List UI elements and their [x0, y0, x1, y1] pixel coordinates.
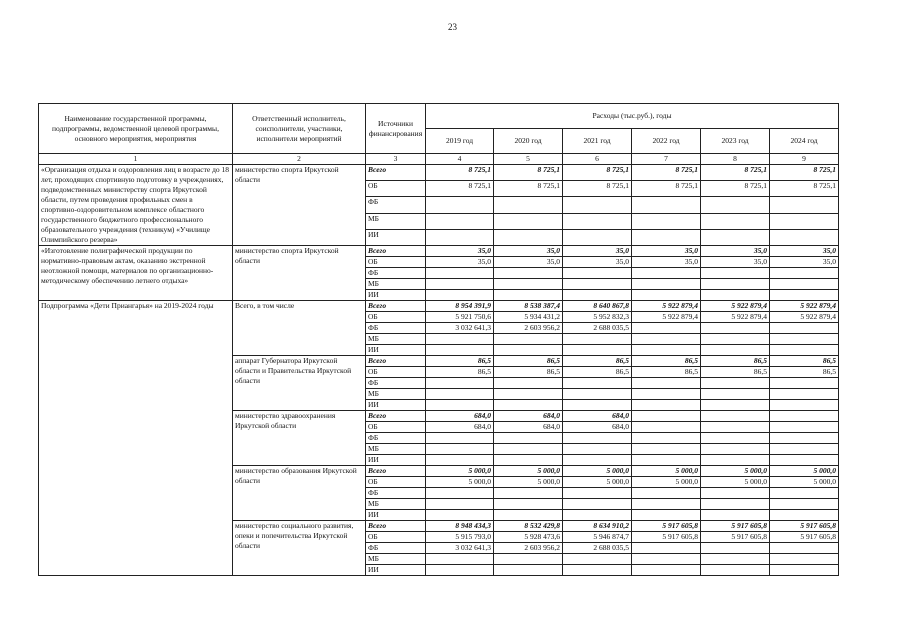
amount-cell: 5 000,0	[494, 466, 563, 477]
amount-cell	[632, 433, 701, 444]
funding-source: ИИ	[366, 229, 426, 245]
amount-cell	[632, 422, 701, 433]
funding-source: МБ	[366, 389, 426, 400]
amount-cell: 2 688 035,5	[563, 323, 632, 334]
amount-cell	[701, 400, 770, 411]
amount-cell	[426, 510, 494, 521]
header-name: Наименование государственной программы, подпрограммы, ведомственной целевой программы, основного мероприятия, мероприятия	[39, 104, 233, 154]
amount-cell: 5 917 605,8	[632, 521, 701, 532]
amount-cell	[770, 422, 839, 433]
funding-source: Всего	[366, 301, 426, 312]
amount-cell	[632, 499, 701, 510]
amount-cell: 5 917 605,8	[770, 532, 839, 543]
column-number: 8	[701, 154, 770, 165]
amount-cell	[426, 433, 494, 444]
amount-cell	[770, 197, 839, 213]
funding-source: МБ	[366, 499, 426, 510]
page-number: 23	[448, 22, 457, 32]
amount-cell	[632, 510, 701, 521]
funding-source: МБ	[366, 554, 426, 565]
amount-cell	[494, 229, 563, 245]
amount-cell: 5 922 879,4	[701, 312, 770, 323]
amount-cell	[701, 290, 770, 301]
amount-cell	[494, 213, 563, 229]
amount-cell	[632, 400, 701, 411]
executor-name: министерство здравоохранения Иркутской области	[233, 411, 366, 466]
funding-source: ИИ	[366, 510, 426, 521]
amount-cell: 5 922 879,4	[701, 301, 770, 312]
amount-cell	[632, 488, 701, 499]
executor-name: аппарат Губернатора Иркутской области и Правительства Иркутской области	[233, 356, 366, 411]
executor-name: министерство образования Иркутской области	[233, 466, 366, 521]
amount-cell	[770, 229, 839, 245]
funding-source: МБ	[366, 279, 426, 290]
amount-cell: 8 725,1	[632, 181, 701, 197]
amount-cell	[770, 455, 839, 466]
amount-cell	[426, 213, 494, 229]
amount-cell	[563, 345, 632, 356]
amount-cell: 35,0	[770, 257, 839, 268]
amount-cell	[770, 499, 839, 510]
amount-cell	[701, 444, 770, 455]
column-number: 9	[770, 154, 839, 165]
amount-cell: 35,0	[770, 246, 839, 257]
amount-cell: 5 934 431,2	[494, 312, 563, 323]
funding-source: ОБ	[366, 477, 426, 488]
column-number: 1	[39, 154, 233, 165]
amount-cell: 8 725,1	[632, 165, 701, 181]
funding-source: ИИ	[366, 345, 426, 356]
amount-cell	[632, 565, 701, 576]
amount-cell	[770, 565, 839, 576]
amount-cell	[494, 499, 563, 510]
header-year: 2024 год	[770, 129, 839, 154]
amount-cell	[494, 290, 563, 301]
column-number: 2	[233, 154, 366, 165]
header-year: 2023 год	[701, 129, 770, 154]
amount-cell	[494, 565, 563, 576]
amount-cell: 86,5	[426, 356, 494, 367]
funding-source: ОБ	[366, 422, 426, 433]
funding-source: Всего	[366, 246, 426, 257]
amount-cell: 86,5	[563, 367, 632, 378]
amount-cell: 5 922 879,4	[770, 301, 839, 312]
table-row	[39, 301, 839, 312]
amount-cell: 5 000,0	[701, 477, 770, 488]
amount-cell	[563, 444, 632, 455]
amount-cell	[563, 389, 632, 400]
amount-cell: 5 952 832,3	[563, 312, 632, 323]
amount-cell: 5 917 605,8	[701, 532, 770, 543]
amount-cell	[632, 543, 701, 554]
amount-cell	[426, 334, 494, 345]
amount-cell	[426, 554, 494, 565]
amount-cell: 8 725,1	[563, 165, 632, 181]
funding-source: ОБ	[366, 312, 426, 323]
executor-name: министерство спорта Иркутской области	[233, 246, 366, 301]
column-number: 5	[494, 154, 563, 165]
amount-cell: 5 000,0	[563, 466, 632, 477]
amount-cell: 8 725,1	[770, 181, 839, 197]
amount-cell	[770, 488, 839, 499]
amount-cell	[563, 378, 632, 389]
amount-cell	[701, 499, 770, 510]
amount-cell: 684,0	[426, 422, 494, 433]
amount-cell	[701, 510, 770, 521]
column-number: 6	[563, 154, 632, 165]
funding-source: ОБ	[366, 257, 426, 268]
amount-cell	[632, 334, 701, 345]
amount-cell	[632, 323, 701, 334]
amount-cell	[701, 543, 770, 554]
amount-cell: 3 032 641,3	[426, 323, 494, 334]
amount-cell	[701, 554, 770, 565]
amount-cell: 86,5	[701, 367, 770, 378]
amount-cell	[701, 488, 770, 499]
funding-source: МБ	[366, 334, 426, 345]
amount-cell: 684,0	[563, 411, 632, 422]
amount-cell: 2 688 035,5	[563, 543, 632, 554]
program-name: «Изготовление полиграфической продукции по нормативно-правовым актам, оказанию экстренной неотложной помощи, материалов по организационно-методическому обеспечению летнего отдыха»	[39, 246, 233, 301]
amount-cell: 35,0	[426, 246, 494, 257]
amount-cell	[770, 444, 839, 455]
amount-cell: 684,0	[494, 411, 563, 422]
amount-cell: 8 640 867,8	[563, 301, 632, 312]
amount-cell	[494, 554, 563, 565]
amount-cell: 8 634 910,2	[563, 521, 632, 532]
amount-cell	[770, 389, 839, 400]
amount-cell	[770, 378, 839, 389]
funding-source: ФБ	[366, 323, 426, 334]
amount-cell	[770, 411, 839, 422]
funding-source: ИИ	[366, 400, 426, 411]
funding-source: ФБ	[366, 433, 426, 444]
amount-cell	[563, 510, 632, 521]
amount-cell	[632, 229, 701, 245]
amount-cell: 8 538 387,4	[494, 301, 563, 312]
funding-source: ИИ	[366, 565, 426, 576]
amount-cell: 35,0	[563, 246, 632, 257]
table-row	[39, 246, 839, 257]
amount-cell: 35,0	[494, 257, 563, 268]
amount-cell: 5 922 879,4	[770, 312, 839, 323]
table-row	[39, 165, 839, 181]
amount-cell	[563, 268, 632, 279]
amount-cell	[770, 345, 839, 356]
amount-cell: 5 000,0	[632, 477, 701, 488]
program-name: «Организация отдыха и оздоровления лиц в возрасте до 18 лет, проходящих спортивную подготовку в учреждениях, подведомственных министерству спорта Иркутской области, путем проведения профильных смен в спортивно-оздоровительном комплексе областного государственного бюджетного профессионального образовательного учреждения (техникум) «Училище Олимпийского резерва»	[39, 165, 233, 246]
amount-cell: 5 922 879,4	[632, 312, 701, 323]
amount-cell: 2 603 956,2	[494, 323, 563, 334]
amount-cell	[632, 279, 701, 290]
amount-cell: 35,0	[563, 257, 632, 268]
amount-cell	[563, 565, 632, 576]
amount-cell	[632, 197, 701, 213]
budget-table	[38, 103, 839, 576]
amount-cell: 5 000,0	[426, 466, 494, 477]
amount-cell	[770, 279, 839, 290]
amount-cell: 8 725,1	[770, 165, 839, 181]
column-number: 7	[632, 154, 701, 165]
amount-cell: 35,0	[426, 257, 494, 268]
amount-cell: 5 000,0	[426, 477, 494, 488]
amount-cell	[426, 455, 494, 466]
amount-cell	[563, 488, 632, 499]
amount-cell	[494, 345, 563, 356]
amount-cell	[701, 422, 770, 433]
funding-source: ИИ	[366, 455, 426, 466]
amount-cell	[563, 290, 632, 301]
funding-source: МБ	[366, 213, 426, 229]
amount-cell	[701, 345, 770, 356]
amount-cell	[426, 268, 494, 279]
amount-cell: 86,5	[770, 367, 839, 378]
amount-cell: 5 000,0	[701, 466, 770, 477]
amount-cell: 5 922 879,4	[632, 301, 701, 312]
amount-cell	[426, 345, 494, 356]
program-name: Подпрограмма «Дети Приангарья» на 2019-2024 годы	[39, 301, 233, 576]
amount-cell	[494, 455, 563, 466]
amount-cell	[426, 565, 494, 576]
amount-cell	[632, 290, 701, 301]
amount-cell: 5 917 605,8	[701, 521, 770, 532]
header-year: 2022 год	[632, 129, 701, 154]
amount-cell: 8 954 391,9	[426, 301, 494, 312]
amount-cell: 8 948 434,3	[426, 521, 494, 532]
amount-cell: 8 725,1	[426, 181, 494, 197]
amount-cell: 5 921 750,6	[426, 312, 494, 323]
amount-cell: 5 000,0	[494, 477, 563, 488]
amount-cell	[632, 455, 701, 466]
amount-cell	[701, 213, 770, 229]
amount-cell: 8 725,1	[494, 165, 563, 181]
amount-cell	[563, 213, 632, 229]
column-number: 4	[426, 154, 494, 165]
amount-cell: 8 725,1	[701, 181, 770, 197]
amount-cell	[426, 499, 494, 510]
amount-cell	[770, 554, 839, 565]
amount-cell	[701, 411, 770, 422]
amount-cell	[632, 554, 701, 565]
executor-name: Всего, в том числе	[233, 301, 366, 356]
amount-cell	[494, 510, 563, 521]
funding-source: ОБ	[366, 367, 426, 378]
amount-cell	[563, 229, 632, 245]
amount-cell: 86,5	[770, 356, 839, 367]
amount-cell	[563, 279, 632, 290]
amount-cell: 8 725,1	[701, 165, 770, 181]
amount-cell: 86,5	[426, 367, 494, 378]
amount-cell	[632, 378, 701, 389]
amount-cell	[701, 197, 770, 213]
amount-cell: 8 725,1	[494, 181, 563, 197]
amount-cell: 35,0	[632, 246, 701, 257]
amount-cell	[770, 323, 839, 334]
funding-source: Всего	[366, 411, 426, 422]
amount-cell	[563, 455, 632, 466]
amount-cell	[770, 400, 839, 411]
amount-cell	[770, 543, 839, 554]
header-executor: Ответственный исполнитель, соисполнители, участники, исполнители мероприятий	[233, 104, 366, 154]
amount-cell	[426, 279, 494, 290]
amount-cell	[770, 433, 839, 444]
funding-source: Всего	[366, 521, 426, 532]
amount-cell	[770, 334, 839, 345]
amount-cell	[494, 334, 563, 345]
header-source: Источники финансирования	[366, 104, 426, 154]
amount-cell	[701, 323, 770, 334]
funding-source: Всего	[366, 356, 426, 367]
amount-cell: 684,0	[494, 422, 563, 433]
amount-cell: 86,5	[563, 356, 632, 367]
executor-name: министерство социального развития, опеки и попечительства Иркутской области	[233, 521, 366, 576]
amount-cell	[494, 378, 563, 389]
amount-cell	[701, 378, 770, 389]
amount-cell	[494, 488, 563, 499]
amount-cell	[770, 268, 839, 279]
amount-cell	[426, 400, 494, 411]
amount-cell	[701, 433, 770, 444]
funding-source: ФБ	[366, 197, 426, 213]
amount-cell	[632, 389, 701, 400]
amount-cell	[494, 433, 563, 444]
funding-source: ФБ	[366, 268, 426, 279]
amount-cell: 86,5	[494, 356, 563, 367]
funding-source: ФБ	[366, 488, 426, 499]
funding-source: ОБ	[366, 532, 426, 543]
amount-cell: 5 000,0	[563, 477, 632, 488]
amount-cell: 5 946 874,7	[563, 532, 632, 543]
amount-cell	[426, 444, 494, 455]
amount-cell	[701, 334, 770, 345]
amount-cell: 86,5	[494, 367, 563, 378]
amount-cell	[426, 378, 494, 389]
amount-cell: 5 915 793,0	[426, 532, 494, 543]
amount-cell: 684,0	[563, 422, 632, 433]
amount-cell	[632, 444, 701, 455]
amount-cell: 5 000,0	[770, 477, 839, 488]
amount-cell	[701, 279, 770, 290]
amount-cell	[494, 400, 563, 411]
amount-cell: 5 917 605,8	[770, 521, 839, 532]
amount-cell: 35,0	[701, 246, 770, 257]
amount-cell	[632, 345, 701, 356]
amount-cell	[563, 334, 632, 345]
amount-cell	[701, 268, 770, 279]
amount-cell	[563, 554, 632, 565]
amount-cell	[426, 229, 494, 245]
amount-cell: 8 532 429,8	[494, 521, 563, 532]
amount-cell: 5 000,0	[770, 466, 839, 477]
amount-cell: 684,0	[426, 411, 494, 422]
executor-name: министерство спорта Иркутской области	[233, 165, 366, 246]
amount-cell: 86,5	[632, 356, 701, 367]
funding-source: ИИ	[366, 290, 426, 301]
amount-cell: 3 032 641,3	[426, 543, 494, 554]
amount-cell: 35,0	[494, 246, 563, 257]
funding-source: ФБ	[366, 543, 426, 554]
amount-cell	[494, 279, 563, 290]
amount-cell: 2 603 956,2	[494, 543, 563, 554]
amount-cell	[426, 290, 494, 301]
funding-source: ФБ	[366, 378, 426, 389]
amount-cell	[426, 389, 494, 400]
header-year: 2020 год	[494, 129, 563, 154]
amount-cell	[701, 389, 770, 400]
amount-cell	[563, 400, 632, 411]
amount-cell: 8 725,1	[563, 181, 632, 197]
amount-cell: 35,0	[632, 257, 701, 268]
amount-cell	[426, 197, 494, 213]
amount-cell	[770, 510, 839, 521]
amount-cell	[701, 455, 770, 466]
amount-cell	[563, 499, 632, 510]
amount-cell: 5 000,0	[632, 466, 701, 477]
amount-cell	[563, 433, 632, 444]
header-year: 2021 год	[563, 129, 632, 154]
amount-cell	[632, 411, 701, 422]
funding-source: МБ	[366, 444, 426, 455]
column-number: 3	[366, 154, 426, 165]
amount-cell	[494, 444, 563, 455]
header-year: 2019 год	[426, 129, 494, 154]
amount-cell	[632, 213, 701, 229]
amount-cell	[701, 565, 770, 576]
funding-source: Всего	[366, 165, 426, 181]
amount-cell	[701, 229, 770, 245]
amount-cell	[494, 268, 563, 279]
amount-cell	[494, 389, 563, 400]
amount-cell: 8 725,1	[426, 165, 494, 181]
amount-cell: 86,5	[632, 367, 701, 378]
amount-cell: 5 917 605,8	[632, 532, 701, 543]
amount-cell	[632, 268, 701, 279]
funding-source: ОБ	[366, 181, 426, 197]
amount-cell: 86,5	[701, 356, 770, 367]
amount-cell	[770, 213, 839, 229]
amount-cell	[494, 197, 563, 213]
amount-cell: 5 928 473,6	[494, 532, 563, 543]
amount-cell: 35,0	[701, 257, 770, 268]
amount-cell	[563, 197, 632, 213]
amount-cell	[770, 290, 839, 301]
funding-source: Всего	[366, 466, 426, 477]
header-expenses: Расходы (тыс.руб.), годы	[426, 104, 839, 129]
amount-cell	[426, 488, 494, 499]
